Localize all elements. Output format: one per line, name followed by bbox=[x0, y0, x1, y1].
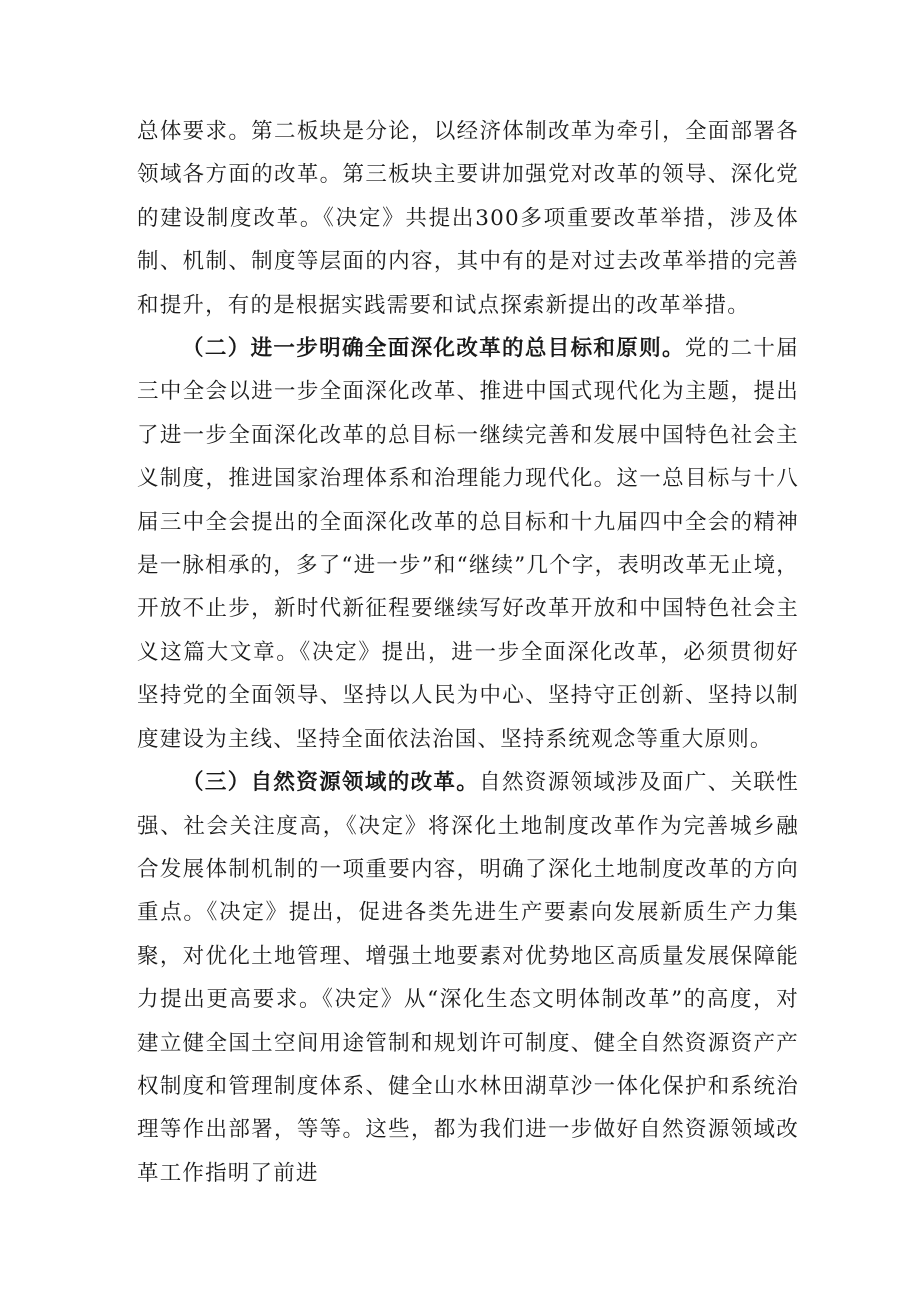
paragraph-intro bbox=[137, 110, 799, 327]
paragraph-section-2 bbox=[137, 327, 799, 761]
section-heading: （二）进一步明确全面深化改革的总目标和原则。 bbox=[182, 336, 685, 362]
paragraph-text: 总体要求。第二板块是分论，以经济体制改革为牵引，全面部署各领域各方面的改革。第三板块主要讲加强党对改革的领导、深化党的建设制度改革。《决定》共提出300多项重要改革举措，涉及体制、机制、制度等层面的内容，其中有的是对过去改革举措的完善和提升，有的是根据实践需要和试点探索新提出的改革举措。 bbox=[137, 119, 799, 318]
paragraph-text: 自然资源领域涉及面广、关联性强、社会关注度高，《决定》将深化土地制度改革作为完善城乡融合发展体制机制的一项重要内容，明确了深化土地制度改革的方向重点。《决定》提出，促进各类先进生产要素向发展新质生产力集聚，对优化土地管理、增强土地要素对优势地区高质量发展保障能力提出更高要求。《决定》从“深化生态文明体制改革”的高度，对建立健全国土空间用途管制和规划许可制度、健全自然资源资产产权制度和管理制度体系、健全山水林田湖草沙一体化保护和系统治理等作出部署，等等。这些，都为我们进一步做好自然资源领域改革工作指明了前进 bbox=[137, 770, 799, 1186]
document-body bbox=[137, 110, 799, 1195]
paragraph-section-3 bbox=[137, 761, 799, 1195]
section-heading: （三）自然资源领域的改革。 bbox=[182, 770, 480, 796]
paragraph-text: 党的二十届三中全会以进一步全面深化改革、推进中国式现代化为主题，提出了进一步全面深化改革的总目标一继续完善和发展中国特色社会主义制度，推进国家治理体系和治理能力现代化。这一总目标与十八届三中全会提出的全面深化改革的总目标和十九届四中全会的精神是一脉相承的，多了“进一步”和“继续”几个字，表明改革无止境，开放不止步，新时代新征程要继续写好改革开放和中国特色社会主义这篇大文章。《决定》提出，进一步全面深化改革，必须贯彻好坚持党的全面领导、坚持以人民为中心、坚持守正创新、坚持以制度建设为主线、坚持全面依法治国、坚持系统观念等重大原则。 bbox=[137, 336, 799, 752]
